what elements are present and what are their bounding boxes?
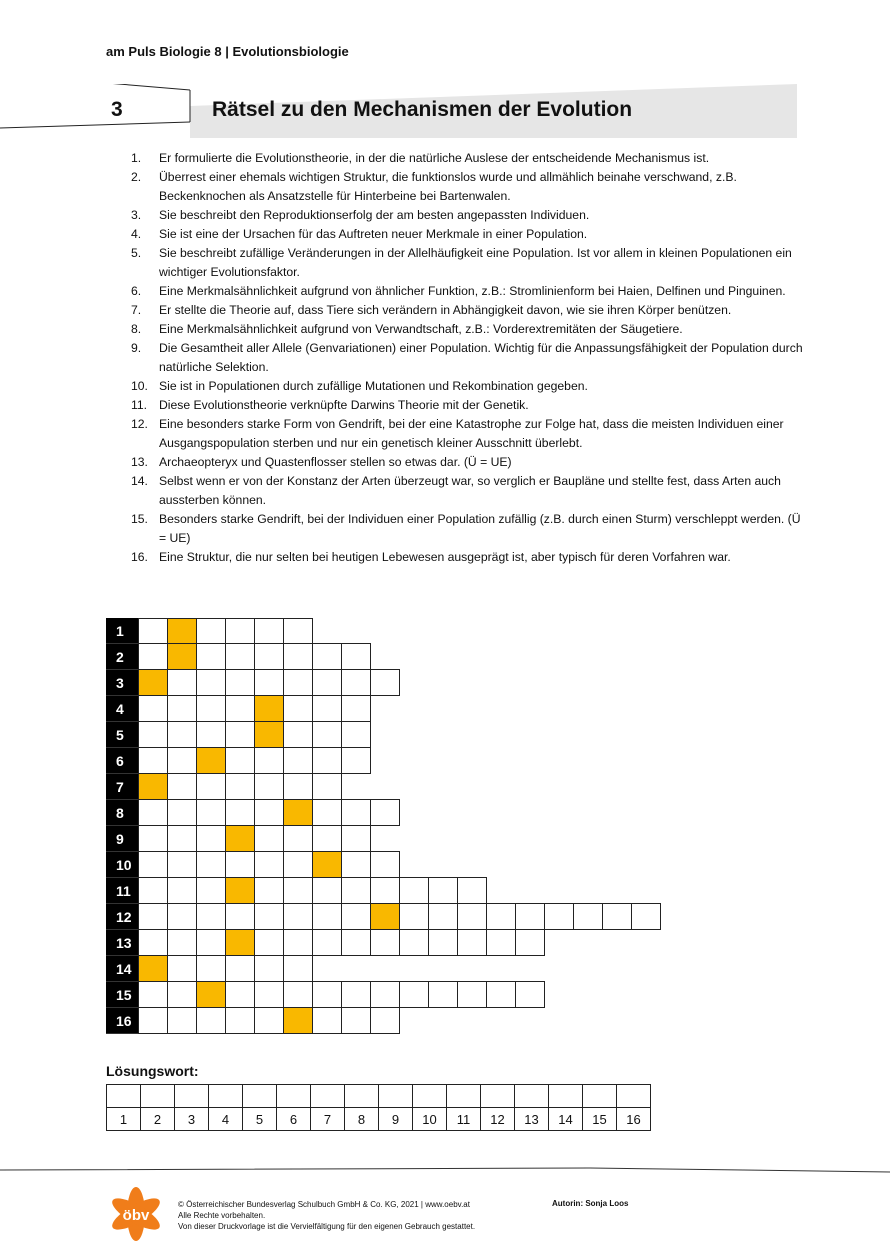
letter-cell[interactable]: [254, 747, 284, 774]
letter-cell[interactable]: [225, 747, 255, 774]
letter-cell[interactable]: [283, 955, 313, 982]
crossword-row: [106, 852, 661, 878]
clue-text: Besonders starke Gendrift, bei der Individuen einer Population zufällig (z.B. durch einen Sturm) verschleppt werden. (Ü = UE): [159, 512, 801, 545]
crossword-grid: [106, 618, 661, 1034]
solution-position-number: 8: [345, 1108, 379, 1131]
letter-cell[interactable]: [167, 955, 197, 982]
letter-cell[interactable]: [196, 695, 226, 722]
crossword-row-number: 2: [106, 644, 138, 670]
solution-letter-cell[interactable]: [167, 643, 197, 670]
letter-cell[interactable]: [515, 903, 545, 930]
letter-cell[interactable]: [167, 669, 197, 696]
letter-cell[interactable]: [457, 929, 487, 956]
letter-cell[interactable]: [138, 825, 168, 852]
letter-cell[interactable]: [138, 721, 168, 748]
clue-item: [131, 472, 811, 510]
solution-position-number: 1: [107, 1108, 141, 1131]
crossword-row-number: 3: [106, 670, 138, 696]
letter-cell[interactable]: [457, 877, 487, 904]
clue-text: Eine Struktur, die nur selten bei heutigen Lebewesen ausgeprägt ist, aber typisch für deren Vorfahren war.: [159, 550, 731, 564]
solution-input-cell[interactable]: [413, 1085, 447, 1108]
letter-cell[interactable]: [254, 903, 284, 930]
crossword-row-number: 13: [106, 930, 138, 956]
letter-cell[interactable]: [370, 799, 400, 826]
letter-cell[interactable]: [283, 747, 313, 774]
crossword-row-number: 7: [106, 774, 138, 800]
solution-position-number: 14: [549, 1108, 583, 1131]
solution-position-number: 16: [617, 1108, 651, 1131]
crossword-row: [106, 696, 661, 722]
letter-cell[interactable]: [341, 747, 371, 774]
clue-number: 15.: [131, 512, 148, 526]
letter-cell[interactable]: [225, 643, 255, 670]
letter-cell[interactable]: [341, 929, 371, 956]
letter-cell[interactable]: [138, 851, 168, 878]
footer-divider: [0, 1162, 890, 1176]
letter-cell[interactable]: [254, 955, 284, 982]
letter-cell[interactable]: [283, 981, 313, 1008]
solution-input-cell[interactable]: [277, 1085, 311, 1108]
solution-input-cell[interactable]: [345, 1085, 379, 1108]
letter-cell[interactable]: [399, 903, 429, 930]
clue-item: [131, 282, 811, 301]
letter-cell[interactable]: [428, 929, 458, 956]
letter-cell[interactable]: [283, 877, 313, 904]
solution-position-number: 6: [277, 1108, 311, 1131]
clue-list: [131, 149, 811, 567]
letter-cell[interactable]: [428, 981, 458, 1008]
letter-cell[interactable]: [167, 799, 197, 826]
solution-letter-cell[interactable]: [283, 1007, 313, 1034]
clue-item: [131, 339, 811, 377]
letter-cell[interactable]: [370, 929, 400, 956]
copyright-line-3: Von dieser Druckvorlage ist die Vervielfältigung für den eigenen Gebrauch gestattet.: [178, 1222, 476, 1231]
letter-cell[interactable]: [167, 721, 197, 748]
clue-item: [131, 415, 811, 453]
letter-cell[interactable]: [167, 877, 197, 904]
letter-cell[interactable]: [457, 981, 487, 1008]
letter-cell[interactable]: [486, 981, 516, 1008]
clue-number: 6.: [131, 284, 142, 298]
letter-cell[interactable]: [196, 1007, 226, 1034]
solution-position-number: 15: [583, 1108, 617, 1131]
crossword-row-number: 8: [106, 800, 138, 826]
crossword-row-number: 10: [106, 852, 138, 878]
letter-cell[interactable]: [283, 618, 313, 644]
solution-letter-cell[interactable]: [312, 851, 342, 878]
crossword-row: [106, 982, 661, 1008]
letter-cell[interactable]: [225, 721, 255, 748]
clue-item: [131, 453, 811, 472]
letter-cell[interactable]: [544, 903, 574, 930]
letter-cell[interactable]: [399, 877, 429, 904]
solution-position-number: 9: [379, 1108, 413, 1131]
crossword-row: [106, 826, 661, 852]
logo-text: öbv: [122, 1207, 150, 1224]
letter-cell[interactable]: [312, 643, 342, 670]
clue-text: Sie beschreibt zufällige Veränderungen in der Allelhäufigkeit eine Population. Ist vor allem in kleinen Populationen ein wichtiger Evolutionsfaktor.: [159, 246, 792, 279]
letter-cell[interactable]: [254, 981, 284, 1008]
solution-input-cell[interactable]: [141, 1085, 175, 1108]
letter-cell[interactable]: [254, 773, 284, 800]
letter-cell[interactable]: [573, 903, 603, 930]
solution-letter-cell[interactable]: [370, 903, 400, 930]
clue-number: 14.: [131, 474, 148, 488]
letter-cell[interactable]: [196, 903, 226, 930]
letter-cell[interactable]: [138, 747, 168, 774]
letter-cell[interactable]: [167, 929, 197, 956]
clue-item: [131, 225, 811, 244]
letter-cell[interactable]: [399, 929, 429, 956]
letter-cell[interactable]: [312, 669, 342, 696]
solution-input-cell[interactable]: [107, 1085, 141, 1108]
clue-number: 2.: [131, 170, 142, 184]
solution-input-cell[interactable]: [549, 1085, 583, 1108]
letter-cell[interactable]: [486, 903, 516, 930]
letter-cell[interactable]: [312, 747, 342, 774]
crossword-row: [106, 1008, 661, 1034]
letter-cell[interactable]: [138, 1007, 168, 1034]
letter-cell[interactable]: [225, 903, 255, 930]
chapter-number: 3: [111, 98, 123, 121]
letter-cell[interactable]: [312, 929, 342, 956]
letter-cell[interactable]: [167, 695, 197, 722]
clue-number: 8.: [131, 322, 142, 336]
letter-cell[interactable]: [196, 799, 226, 826]
clue-text: Er formulierte die Evolutionstheorie, in der die natürliche Auslese der entscheidende Mechanismus ist.: [159, 151, 710, 165]
solution-input-cell[interactable]: [515, 1085, 549, 1108]
solution-input-cell[interactable]: [311, 1085, 345, 1108]
solution-position-number: 3: [175, 1108, 209, 1131]
letter-cell[interactable]: [515, 929, 545, 956]
solution-input-cell[interactable]: [243, 1085, 277, 1108]
letter-cell[interactable]: [283, 825, 313, 852]
solution-label: Lösungswort:: [106, 1063, 199, 1079]
clue-number: 5.: [131, 246, 142, 260]
letter-cell[interactable]: [283, 643, 313, 670]
clue-number: 16.: [131, 550, 148, 564]
clue-text: Überrest einer ehemals wichtigen Struktur, die funktionslos wurde und allmählich beinahe verschwand, z.B. Beckenknochen als Ansatzstelle für Hinterbeine bei Bartenwalen.: [159, 170, 737, 203]
letter-cell[interactable]: [225, 618, 255, 644]
solution-word-table: [106, 1084, 651, 1131]
clue-item: [131, 510, 811, 548]
solution-letter-cell[interactable]: [283, 799, 313, 826]
letter-cell[interactable]: [225, 955, 255, 982]
solution-letter-cell[interactable]: [138, 669, 168, 696]
letter-cell[interactable]: [312, 825, 342, 852]
letter-cell[interactable]: [167, 851, 197, 878]
letter-cell[interactable]: [225, 851, 255, 878]
clue-text: Sie ist in Populationen durch zufällige Mutationen und Rekombination gegeben.: [159, 379, 588, 393]
clue-item: [131, 168, 811, 206]
solution-position-number: 7: [311, 1108, 345, 1131]
clue-item: [131, 396, 811, 415]
crossword-row-number: 12: [106, 904, 138, 930]
solution-letter-cell[interactable]: [254, 695, 284, 722]
clue-text: Archaeopteryx und Quastenflosser stellen so etwas dar. (Ü = UE): [159, 455, 512, 469]
letter-cell[interactable]: [138, 929, 168, 956]
crossword-row: [106, 618, 661, 644]
solution-position-number: 5: [243, 1108, 277, 1131]
letter-cell[interactable]: [196, 955, 226, 982]
letter-cell[interactable]: [167, 747, 197, 774]
crossword-row: [106, 930, 661, 956]
letter-cell[interactable]: [167, 1007, 197, 1034]
crossword-row: [106, 748, 661, 774]
crossword-row-number: 1: [106, 618, 138, 644]
solution-input-cell[interactable]: [379, 1085, 413, 1108]
solution-letter-cell[interactable]: [138, 773, 168, 800]
solution-letter-cell[interactable]: [138, 955, 168, 982]
oebv-logo: [108, 1184, 164, 1244]
letter-cell[interactable]: [312, 877, 342, 904]
letter-cell[interactable]: [312, 903, 342, 930]
letter-cell[interactable]: [341, 799, 371, 826]
solution-position-number: 13: [515, 1108, 549, 1131]
clue-text: Selbst wenn er von der Konstanz der Arten überzeugt war, so verglich er Baupläne und stellte fest, dass Arten auch aussterben können.: [159, 474, 781, 507]
letter-cell[interactable]: [138, 643, 168, 670]
solution-letter-cell[interactable]: [196, 981, 226, 1008]
clue-number: 12.: [131, 417, 148, 431]
clue-item: [131, 149, 811, 168]
crossword-row: [106, 956, 661, 982]
letter-cell[interactable]: [254, 877, 284, 904]
letter-cell[interactable]: [312, 695, 342, 722]
letter-cell[interactable]: [196, 929, 226, 956]
letter-cell[interactable]: [225, 773, 255, 800]
solution-position-number: 11: [447, 1108, 481, 1131]
crossword-row: [106, 800, 661, 826]
solution-letter-cell[interactable]: [225, 877, 255, 904]
letter-cell[interactable]: [428, 903, 458, 930]
solution-position-number: 2: [141, 1108, 175, 1131]
letter-cell[interactable]: [341, 981, 371, 1008]
clue-number: 1.: [131, 151, 142, 165]
letter-cell[interactable]: [196, 721, 226, 748]
letter-cell[interactable]: [341, 669, 371, 696]
clue-text: Sie beschreibt den Reproduktionserfolg der am besten angepassten Individuen.: [159, 208, 590, 222]
letter-cell[interactable]: [196, 643, 226, 670]
letter-cell[interactable]: [225, 799, 255, 826]
letter-cell[interactable]: [370, 669, 400, 696]
copyright-line-2: Alle Rechte vorbehalten.: [178, 1211, 266, 1220]
crossword-row-number: 16: [106, 1008, 138, 1034]
letter-cell[interactable]: [312, 721, 342, 748]
clue-number: 9.: [131, 341, 142, 355]
book-header: am Puls Biologie 8 | Evolutionsbiologie: [106, 44, 349, 59]
solution-letter-cell[interactable]: [254, 721, 284, 748]
solution-position-number: 10: [413, 1108, 447, 1131]
letter-cell[interactable]: [312, 981, 342, 1008]
letter-cell[interactable]: [196, 851, 226, 878]
letter-cell[interactable]: [283, 669, 313, 696]
letter-cell[interactable]: [283, 773, 313, 800]
solution-input-cell[interactable]: [447, 1085, 481, 1108]
letter-cell[interactable]: [341, 851, 371, 878]
letter-cell[interactable]: [167, 981, 197, 1008]
letter-cell[interactable]: [370, 851, 400, 878]
crossword-row: [106, 722, 661, 748]
crossword-row-number: 6: [106, 748, 138, 774]
solution-input-cell[interactable]: [617, 1085, 651, 1108]
letter-cell[interactable]: [341, 643, 371, 670]
solution-input-cell[interactable]: [481, 1085, 515, 1108]
letter-cell[interactable]: [486, 929, 516, 956]
letter-cell[interactable]: [312, 1007, 342, 1034]
letter-cell[interactable]: [196, 877, 226, 904]
clue-number: 3.: [131, 208, 142, 222]
solution-letter-cell[interactable]: [225, 929, 255, 956]
clue-text: Die Gesamtheit aller Allele (Genvariationen) einer Population. Wichtig für die Anpassungsfähigkeit der Population durch natürliche Selektion.: [159, 341, 803, 374]
letter-cell[interactable]: [167, 903, 197, 930]
solution-input-cell[interactable]: [209, 1085, 243, 1108]
letter-cell[interactable]: [254, 1007, 284, 1034]
solution-position-number: 4: [209, 1108, 243, 1131]
letter-cell[interactable]: [196, 669, 226, 696]
letter-cell[interactable]: [254, 929, 284, 956]
letter-cell[interactable]: [225, 695, 255, 722]
letter-cell[interactable]: [254, 799, 284, 826]
letter-cell[interactable]: [631, 903, 661, 930]
clue-text: Eine besonders starke Form von Gendrift, bei der eine Katastrophe zur Folge hat, dass die meisten Individuen einer Ausgangspopulation sterben und nur ein genetisch kleiner Ausschnitt überlebt.: [159, 417, 784, 450]
letter-cell[interactable]: [399, 981, 429, 1008]
letter-cell[interactable]: [341, 877, 371, 904]
letter-cell[interactable]: [225, 669, 255, 696]
letter-cell[interactable]: [254, 851, 284, 878]
letter-cell[interactable]: [138, 695, 168, 722]
crossword-row-number: 15: [106, 982, 138, 1008]
letter-cell[interactable]: [254, 643, 284, 670]
letter-cell[interactable]: [283, 695, 313, 722]
crossword-row: [106, 644, 661, 670]
clue-number: 11.: [131, 398, 148, 412]
solution-letter-cell[interactable]: [167, 618, 197, 644]
clue-item: [131, 377, 811, 396]
solution-input-cell[interactable]: [583, 1085, 617, 1108]
letter-cell[interactable]: [370, 1007, 400, 1034]
clue-text: Diese Evolutionstheorie verknüpfte Darwins Theorie mit der Genetik.: [159, 398, 529, 412]
letter-cell[interactable]: [515, 981, 545, 1008]
clue-number: 7.: [131, 303, 142, 317]
page-title: Rätsel zu den Mechanismen der Evolution: [212, 98, 633, 121]
letter-cell[interactable]: [167, 825, 197, 852]
letter-cell[interactable]: [196, 618, 226, 644]
crossword-row-number: 5: [106, 722, 138, 748]
crossword-row: [106, 670, 661, 696]
letter-cell[interactable]: [225, 1007, 255, 1034]
letter-cell[interactable]: [428, 877, 458, 904]
copyright-line-1: © Österreichischer Bundesverlag Schulbuch GmbH & Co. KG, 2021 | www.oebv.at: [178, 1200, 470, 1209]
crossword-row: [106, 904, 661, 930]
letter-cell[interactable]: [312, 799, 342, 826]
letter-cell[interactable]: [283, 903, 313, 930]
letter-cell[interactable]: [457, 903, 487, 930]
crossword-row-number: 11: [106, 878, 138, 904]
letter-cell[interactable]: [138, 799, 168, 826]
solution-letter-cell[interactable]: [196, 747, 226, 774]
letter-cell[interactable]: [370, 981, 400, 1008]
clue-text: Eine Merkmalsähnlichkeit aufgrund von Verwandtschaft, z.B.: Vorderextremitäten der Säugetiere.: [159, 322, 683, 336]
letter-cell[interactable]: [602, 903, 632, 930]
letter-cell[interactable]: [341, 1007, 371, 1034]
clue-item: [131, 548, 811, 567]
letter-cell[interactable]: [254, 825, 284, 852]
clue-item: [131, 244, 811, 282]
crossword-row-number: 9: [106, 826, 138, 852]
clue-number: 4.: [131, 227, 142, 241]
letter-cell[interactable]: [196, 825, 226, 852]
clue-text: Sie ist eine der Ursachen für das Auftreten neuer Merkmale in einer Population.: [159, 227, 588, 241]
letter-cell[interactable]: [225, 981, 255, 1008]
solution-input-cell[interactable]: [175, 1085, 209, 1108]
letter-cell[interactable]: [283, 929, 313, 956]
crossword-row: [106, 774, 661, 800]
letter-cell[interactable]: [312, 773, 342, 800]
clue-text: Er stellte die Theorie auf, dass Tiere sich verändern in Abhängigkeit davon, wie sie ihren Körper benützen.: [159, 303, 732, 317]
clue-text: Eine Merkmalsähnlichkeit aufgrund von ähnlicher Funktion, z.B.: Stromlinienform bei Haien, Delfinen und Pinguinen.: [159, 284, 786, 298]
letter-cell[interactable]: [341, 903, 371, 930]
crossword-row-number: 4: [106, 696, 138, 722]
letter-cell[interactable]: [167, 773, 197, 800]
solution-position-number: 12: [481, 1108, 515, 1131]
letter-cell[interactable]: [370, 877, 400, 904]
letter-cell[interactable]: [341, 825, 371, 852]
copyright-block: [178, 1199, 475, 1232]
letter-cell[interactable]: [254, 669, 284, 696]
solution-letter-cell[interactable]: [225, 825, 255, 852]
clue-item: [131, 301, 811, 320]
letter-cell[interactable]: [283, 721, 313, 748]
clue-item: [131, 206, 811, 225]
letter-cell[interactable]: [196, 773, 226, 800]
letter-cell[interactable]: [138, 981, 168, 1008]
letter-cell[interactable]: [254, 618, 284, 644]
clue-number: 10.: [131, 379, 148, 393]
letter-cell[interactable]: [138, 618, 168, 644]
letter-cell[interactable]: [138, 877, 168, 904]
author-credit: Autorin: Sonja Loos: [552, 1199, 629, 1208]
letter-cell[interactable]: [341, 695, 371, 722]
crossword-row-number: 14: [106, 956, 138, 982]
letter-cell[interactable]: [283, 851, 313, 878]
clue-item: [131, 320, 811, 339]
letter-cell[interactable]: [138, 903, 168, 930]
letter-cell[interactable]: [341, 721, 371, 748]
clue-number: 13.: [131, 455, 148, 469]
crossword-row: [106, 878, 661, 904]
